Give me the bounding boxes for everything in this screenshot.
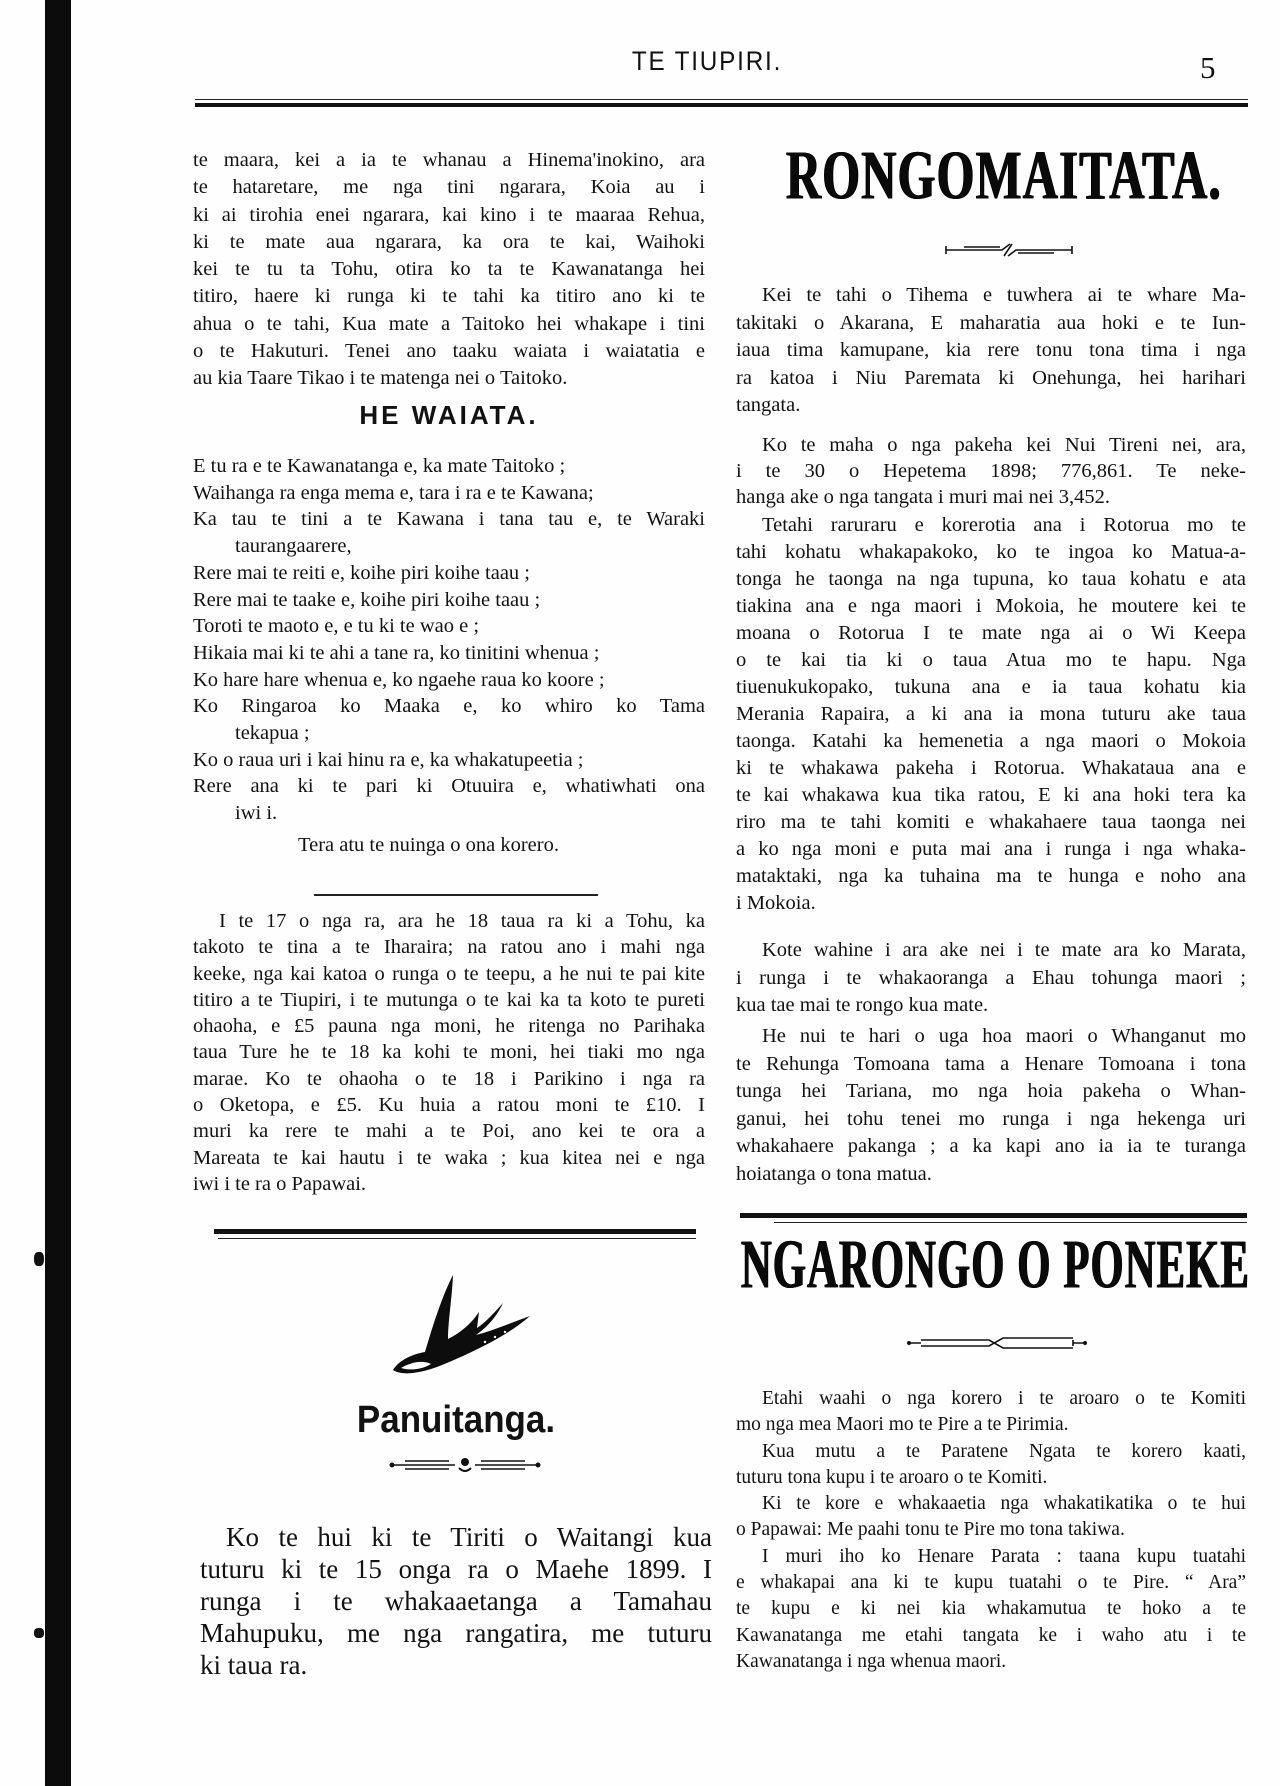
parliament-news [736,1386,1246,1675]
section-heading-ngarongo-o-poneke [741,1225,1251,1303]
text-line: te maara, kei a ia te whanau a Hinema'inokino, ara [193,149,705,171]
text-line: Kua mutu a te Paratene Ngata te korero kaati, [762,1440,1246,1462]
text-line: moana o Rotorua I te mate nga ai o Wi Keepa [736,622,1246,644]
text-line: tiakina ana e nga maori i Mokoia, he moutere kei te [736,595,1246,617]
text-line: Merania Rapaira, a ki ana ia mona tuturu ake taua [736,703,1246,725]
text-line: Ka tau te tini a te Kawana i tana tau e, te Waraki [193,508,705,531]
notice-paragraph [200,1521,712,1681]
text-line: keeke, nga kai katoa o runga o te teepu, a he nui te pai kite [193,962,705,985]
text-line: ra katoa i Niu Paremata ki Onehunga, hei harihari [736,366,1246,389]
newspaper-title: TE TIUPIRI. [631,46,783,76]
section-divider [314,894,598,896]
section-divider-thick [740,1213,1247,1218]
text-line: o Papawai: Me paahi tonu te Pire mo tona takiwa. [736,1519,1125,1541]
text-line: a ko nga moni e puta mai ana i runga i nga whaka- [736,838,1246,860]
news-paragraph [193,908,705,1197]
text-line: kua tae mai te rongo kua mate. [736,994,989,1016]
text-line: Kote wahine i ara ake nei i te mate ara ko Marata, [762,939,1246,961]
text-line: marae. Ko te ohaoha o te 18 i Parikino i nga ra [193,1067,705,1090]
text-line: hoiatanga o tona matua. [736,1162,932,1185]
text-line: tunga hei Tariana, mo nga hoia pakeha o Whan- [736,1080,1246,1102]
text-line: Kei te tahi o Tihema e tuwhera ai te whare Ma- [762,284,1246,306]
text-line: iaua tima kamupane, kia rere tonu tona tima i nga [736,339,1246,361]
heading-text: NGARONGO O PONEKE [741,1225,1251,1303]
text-line: Waihanga ra enga mema e, tara i ra e te Kawana; [193,481,594,504]
text-line: riro ma te tahi komiti e whakahaere taua taonga nei [736,811,1246,833]
text-line: Toroti te maoto e, e tu ki te wao e ; [193,615,480,638]
header-rule [195,99,1248,100]
text-line: i runga i te whakaoranga a Ehau tohunga maori ; [736,966,1246,989]
scan-speck [34,1628,44,1638]
ornament-divider-icon [944,242,1074,258]
text-line: tiuenukukopako, tukuna ana e ia taua kohatu kia [736,676,1246,698]
text-line: o Oketopa, e £5. Ku huia a ratou moni te £10. I [193,1094,705,1117]
text-line: ki te whakawa pakeha i Rotorua. Whakataua ana e [736,757,1246,779]
text-line: mataktaki, nga ka tuhaina ma te hunga e noho ana [736,865,1246,887]
text-line: te kupu e ki nei kia whakamutua te hoko a te [736,1598,1246,1620]
text-line: tekapua ; [235,722,310,745]
song-closing-note: Tera atu te nuinga o ona korero. [298,834,559,856]
song-lyrics [193,453,705,827]
scan-edge-band [45,0,71,1786]
news-paragraph [736,432,1246,510]
intro-paragraph [193,147,705,393]
news-paragraph [736,1023,1246,1188]
text-line: titiro, haere ki runga ki te tahi ka titiro ano ki te [193,285,705,308]
text-line: He nui te hari o uga hoa maori o Whanganut mo [762,1025,1246,1047]
section-heading-rongomaitata [786,136,1222,214]
text-line: o te kai tia ki o taua Atua mo te hapu. Nga [736,649,1246,671]
text-line: e whakapai ana ki te kupu tuatahi o te Pire. “ Ara” [736,1572,1246,1594]
text-line: ohaoha, e £5 pauna nga moni, he ritenga no Parihaka [193,1015,705,1038]
text-line: muri ka rere te mahi a te Poi, ano kei te ora a [193,1120,705,1143]
text-line: I muri iho ko Henare Parata : taana kupu tuatahi [762,1545,1246,1567]
text-line: takoto te tina a te Iharaira; na ratou ano i mahi nga [193,936,705,959]
text-line: tuturu tona kupu i te aroaro o te Komiti. [736,1466,1048,1488]
text-line: ki ai tirohia enei ngarara, kai kino i te maaraa Rehua, [193,203,705,226]
text-line: titiro a te Tiupiri, i te mutunga o te kai ka ta koto te pureti [193,988,705,1011]
text-line: kei te tu ta Tohu, otira ko ta te Kawanatanga hei [193,258,705,281]
text-line: E tu ra e te Kawanatanga e, ka mate Taitoko ; [193,455,566,477]
scan-speck [34,1252,44,1266]
text-line: taonga. Katahi ka hemenetia a nga maori o Mokoia [736,730,1246,752]
text-line: mo nga mea Maori mo te Pire a te Pirimia. [736,1414,1069,1436]
text-line: iwi i te ra o Papawai. [193,1172,367,1195]
text-line: o te Hakuturi. Tenei ano taaku waiata i waiatatia e [193,340,705,363]
text-line: tuturu ki te 15 onga ra o Maehe 1899. I [200,1554,712,1584]
notice-title: Panuitanga. [356,1399,556,1441]
text-line: Rere mai te taake e, koihe piri koihe taau ; [193,588,541,611]
text-line: Mahupuku, me nga rangatira, me tuturu [200,1618,712,1648]
ornament-divider-icon [389,1456,541,1474]
text-line: Rere ana ki te pari ki Otuuira e, whatiwhati ona [193,775,705,798]
section-divider-thin [774,1222,1247,1223]
text-line: Ko hare hare whenua e, ko ngaehe raua ko koore ; [193,668,605,691]
page-number: 5 [1200,50,1216,85]
text-line: te kai whakawa kua tika ratou, E ki ana hoki tera ka [736,784,1246,806]
news-paragraph [736,282,1246,420]
text-line: Etahi waahi o nga korero i te aroaro o te Komiti [762,1388,1246,1409]
text-line: Tetahi raruraru e korerotia ana i Rotorua mo te [762,514,1246,536]
ornament-divider-icon [907,1335,1087,1351]
text-line: Kawanatanga i nga whenua maori. [736,1650,1007,1672]
text-line: Rere mai te reiti e, koihe piri koihe taau ; [193,561,530,584]
text-line: ahua o te tahi, Kua mate a Taitoko hei whakape i tini [193,312,705,335]
song-title: HE WAIATA. [359,400,539,430]
text-line: Kawanatanga me etahi tangata ke i waho atu i te [736,1624,1246,1646]
text-line: hanga ake o nga tangata i muri mai nei 3,452. [736,486,1111,508]
text-line: I te 17 o nga ra, ara he 18 taua ra ki a Tohu, ka [219,910,705,932]
text-line: ki te mate aua ngarara, ka ora te kai, Waihoki [193,230,705,253]
header-rule [195,103,1248,107]
section-divider-thick [214,1229,696,1234]
news-paragraph [736,937,1246,1020]
text-line: tonga he taonga na nga tupuna, ko taua kohatu e ata [736,568,1246,590]
text-line: Ko o raua uri i kai hinu ra e, ka whakatupeetia ; [193,748,584,771]
text-line: tahi kohatu whakapakoko, ko te ingoa ko Matua-a- [736,541,1246,563]
heading-text: RONGOMAITATA. [786,136,1222,214]
swallow-bird-illustration [385,1272,535,1380]
text-line: taurangaarere, [235,535,352,558]
text-line: whakahaere pakanga ; a ka kapi ano ia ia te turanga [736,1135,1246,1157]
text-line: Hikaia mai ki te ahi a tane ra, ko tinitini whenua ; [193,641,600,664]
section-divider-thin [218,1238,696,1239]
text-line: i te 30 o Hepetema 1898; 776,861. Te neke- [736,460,1246,482]
text-line: tangata. [736,394,801,416]
text-line: iwi i. [235,802,278,825]
text-line: ki taua ra. [200,1650,308,1680]
text-line: Ko te hui ki te Tiriti o Waitangi kua [226,1522,712,1552]
text-line: Ko Ringaroa ko Maaka e, ko whiro ko Tama [193,695,705,718]
text-line: Mareata te kai hautu i te waka ; kua kitea nei e nga [193,1146,705,1169]
text-line: taua Ture he te 18 ka kohi te moni, hei tiaki mo nga [193,1041,705,1064]
text-line: te Rehunga Tomoana tama a Henare Tomoana i tona [736,1052,1246,1075]
text-line: Ko te maha o nga pakeha kei Nui Tireni nei, ara, [762,434,1246,456]
text-line: Ki te kore e whakaaetia nga whakatikatika o te hui [762,1493,1246,1515]
news-paragraph [736,512,1246,917]
text-line: takitaki o Akarana, E maharatia aua hoki e te Iun- [736,311,1246,334]
text-line: ganui, hei tohu tenei mo runga i nga hekenga uri [736,1107,1246,1130]
text-line: au kia Taare Tikao i te matenga nei o Taitoko. [193,367,568,390]
text-line: runga i te whakaaetanga a Tamahau [200,1586,712,1616]
text-line: te hataretare, me nga tini ngarara, Koia au i [193,176,705,199]
text-line: i Mokoia. [736,892,816,914]
